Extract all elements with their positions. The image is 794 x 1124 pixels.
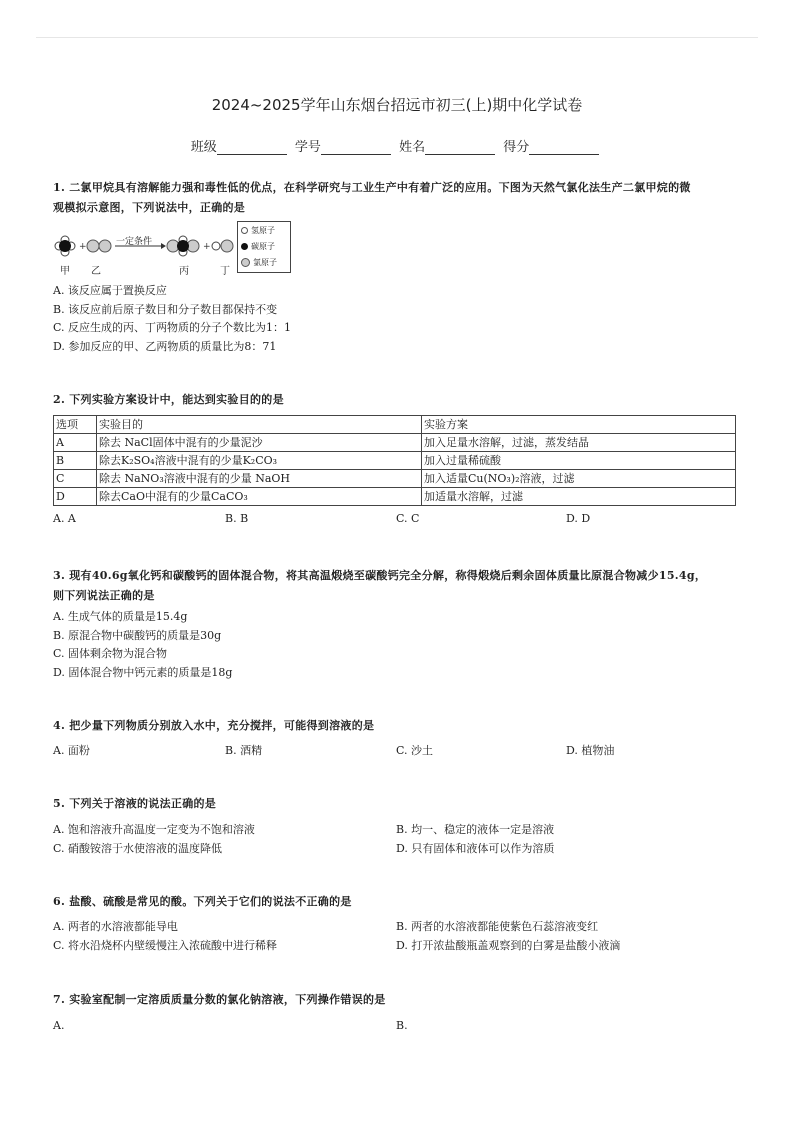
question-1-line-1: 1. 二氯甲烷具有溶解能力强和毒性低的优点，在科学研究与工业生产中有着广泛的应用。下图为天然气氯化法生产二氯甲烷的微 bbox=[53, 181, 691, 194]
question-1-options bbox=[53, 282, 291, 356]
svg-text:+: + bbox=[79, 242, 87, 252]
question-1-line-2: 观模拟示意图，下列说法中，正确的是 bbox=[53, 201, 246, 214]
q6-option-c[interactable]: C. 将水沿烧杯内壁缓慢注入浓硫酸中进行稀释 bbox=[53, 939, 278, 952]
q7-option-b[interactable]: B. bbox=[396, 1019, 408, 1032]
q5-option-d[interactable]: D. 只有固体和液体可以作为溶质 bbox=[396, 842, 555, 855]
table-cell: 加入足量水溶解，过滤，蒸发结晶 bbox=[422, 434, 736, 452]
table-cell: D bbox=[54, 488, 97, 506]
table-cell: 加适量水溶解，过滤 bbox=[422, 488, 736, 506]
legend-chlorine bbox=[238, 254, 290, 270]
header-rule bbox=[36, 37, 758, 38]
q5-option-b[interactable]: B. 均一、稳定的液体一定是溶液 bbox=[396, 823, 555, 836]
question-4-stem: 4. 把少量下列物质分别放入水中，充分搅拌，可能得到溶液的是 bbox=[53, 719, 375, 732]
molecule-jia bbox=[55, 236, 75, 256]
table-cell: B bbox=[54, 452, 97, 470]
table-row bbox=[54, 434, 736, 452]
question-5-stem: 5. 下列关于溶液的说法正确的是 bbox=[53, 797, 217, 810]
table-header-row bbox=[54, 416, 736, 434]
table-cell: C bbox=[54, 470, 97, 488]
student-id-label: 学号 bbox=[294, 140, 321, 155]
question-3-stem bbox=[53, 566, 743, 606]
header-plan: 实验方案 bbox=[422, 416, 736, 434]
carbon-atom-icon bbox=[241, 243, 248, 250]
question-2-stem: 2. 下列实验方案设计中，能达到实验目的的是 bbox=[53, 393, 284, 406]
table-cell: 加入适量Cu(NO₃)₂溶液，过滤 bbox=[422, 470, 736, 488]
atom-legend bbox=[237, 221, 291, 273]
q4-option-c[interactable]: C. 沙土 bbox=[396, 744, 434, 757]
question-6-stem: 6. 盐酸、硫酸是常见的酸。下列关于它们的说法不正确的是 bbox=[53, 895, 352, 908]
legend-hydrogen-label: 氢原子 bbox=[251, 225, 275, 235]
table-cell: 除去CaO中混有的少量CaCO₃ bbox=[97, 488, 422, 506]
score-label: 得分 bbox=[503, 140, 530, 155]
q4-option-d[interactable]: D. 植物油 bbox=[566, 744, 615, 757]
legend-hydrogen bbox=[238, 222, 290, 238]
label-jia: 甲 bbox=[60, 266, 70, 277]
page-title: 2024~2025学年山东烟台招远市初三(上)期中化学试卷 bbox=[211, 96, 583, 114]
question-3-options bbox=[53, 608, 232, 682]
q6-option-b[interactable]: B. 两者的水溶液都能使紫色石蕊溶液变红 bbox=[396, 920, 599, 933]
q2-option-d[interactable]: D. D bbox=[566, 512, 591, 525]
q1-option-b[interactable]: B. 该反应前后原子数目和分子数目都保持不变 bbox=[53, 302, 278, 316]
header-option: 选项 bbox=[54, 416, 97, 434]
legend-chlorine-label: 氯原子 bbox=[253, 257, 277, 267]
table-row bbox=[54, 470, 736, 488]
legend-carbon bbox=[238, 238, 290, 254]
q6-option-a[interactable]: A. 两者的水溶液都能导电 bbox=[53, 920, 178, 933]
molecule-ding bbox=[212, 240, 233, 252]
score-blank bbox=[529, 140, 599, 155]
label-ding: 丁 bbox=[220, 266, 230, 277]
student-info-line bbox=[0, 136, 794, 155]
table-cell: 除去 NaNO₃溶液中混有的少量 NaOH bbox=[97, 470, 422, 488]
q4-option-b[interactable]: B. 酒精 bbox=[225, 744, 263, 757]
q2-option-c[interactable]: C. C bbox=[396, 512, 420, 525]
student-id-blank bbox=[321, 140, 391, 155]
chlorine-atom-icon bbox=[241, 258, 250, 267]
hydrogen-atom-icon bbox=[241, 227, 248, 234]
q1-option-d[interactable]: D. 参加反应的甲、乙两物质的质量比为8：71 bbox=[53, 339, 277, 353]
class-label: 班级 bbox=[190, 140, 217, 155]
name-blank bbox=[425, 140, 495, 155]
table-cell: 除去 NaCl固体中混有的少量泥沙 bbox=[97, 434, 422, 452]
table-cell: 除去K₂SO₄溶液中混有的少量K₂CO₃ bbox=[97, 452, 422, 470]
q3-option-b[interactable]: B. 原混合物中碳酸钙的质量是30g bbox=[53, 628, 222, 642]
header-purpose: 实验目的 bbox=[97, 416, 422, 434]
molecule-bing bbox=[167, 236, 199, 256]
table-cell: A bbox=[54, 434, 97, 452]
table-row bbox=[54, 452, 736, 470]
svg-text:+: + bbox=[203, 242, 211, 252]
q1-option-c[interactable]: C. 反应生成的丙、丁两物质的分子个数比为1：1 bbox=[53, 321, 292, 334]
legend-carbon-label: 碳原子 bbox=[251, 241, 275, 251]
question-3-line-1: 3. 现有40.6g氧化钙和碳酸钙的固体混合物，将其高温煅烧至碳酸钙完全分解，称得煅烧后剩余固体质量比原混合物减少15.4g， bbox=[53, 569, 707, 582]
molecule-yi bbox=[87, 240, 111, 252]
name-label: 姓名 bbox=[399, 140, 426, 155]
q5-option-a[interactable]: A. 饱和溶液升高温度一定变为不饱和溶液 bbox=[53, 823, 255, 836]
q3-option-d[interactable]: D. 固体混合物中钙元素的质量是18g bbox=[53, 665, 233, 679]
table-row bbox=[54, 488, 736, 506]
q2-option-a[interactable]: A. A bbox=[53, 512, 76, 525]
question-7-stem: 7. 实验室配制一定溶质质量分数的氯化钠溶液，下列操作错误的是 bbox=[53, 993, 386, 1006]
q3-option-a[interactable]: A. 生成气体的质量是15.4g bbox=[53, 610, 188, 623]
experiment-table bbox=[53, 415, 736, 506]
question-1-stem bbox=[53, 178, 743, 218]
q5-option-c[interactable]: C. 硝酸铵溶于水使溶液的温度降低 bbox=[53, 842, 223, 855]
q7-option-a[interactable]: A. bbox=[53, 1019, 65, 1032]
label-bing: 丙 bbox=[179, 266, 189, 277]
question-3-line-2: 则下列说法正确的是 bbox=[53, 589, 155, 602]
q3-option-c[interactable]: C. 固体剩余物为混合物 bbox=[53, 647, 168, 660]
q2-option-b[interactable]: B. B bbox=[225, 512, 249, 525]
q6-option-d[interactable]: D. 打开浓盐酸瓶盖观察到的白雾是盐酸小液滴 bbox=[396, 939, 621, 952]
q1-option-a[interactable]: A. 该反应属于置换反应 bbox=[53, 284, 167, 297]
reaction-condition: 一定条件 bbox=[116, 237, 153, 247]
label-yi: 乙 bbox=[91, 266, 101, 277]
class-blank bbox=[217, 140, 287, 155]
table-cell: 加入过量稀硫酸 bbox=[422, 452, 736, 470]
q4-option-a[interactable]: A. 面粉 bbox=[53, 744, 90, 757]
